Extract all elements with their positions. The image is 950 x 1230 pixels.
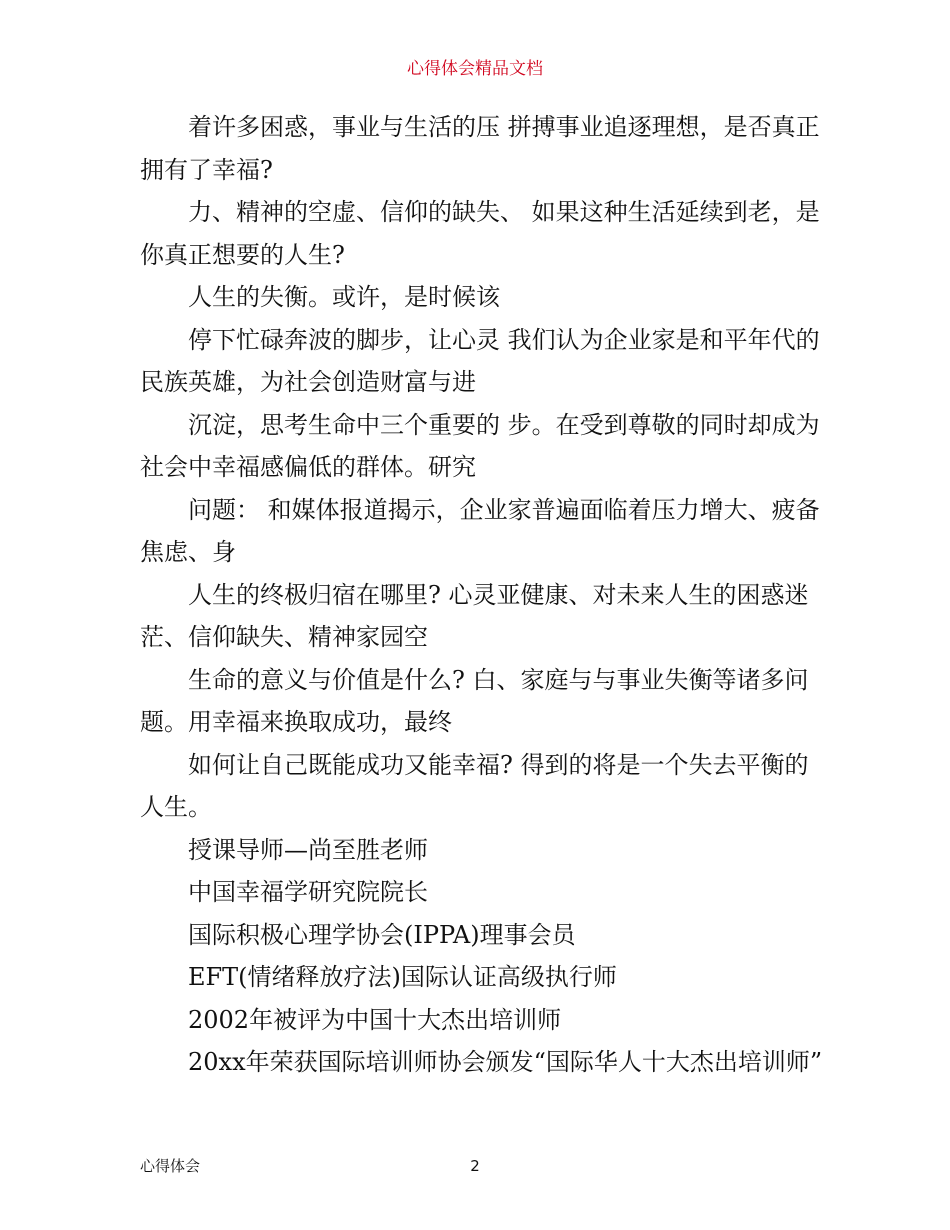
paragraph: 中国幸福学研究院院长: [188, 878, 428, 906]
paragraph: 沉淀，思考生命中三个重要的 步。在受到尊敬的同时却成为社会中幸福感偏低的群体。研究: [140, 410, 820, 481]
footer-label: 心得体会: [140, 1157, 201, 1175]
paragraph: 国际积极心理学协会(IPPA)理事会员: [188, 920, 576, 949]
paragraph: 力、精神的空虚、信仰的缺失、 如果这种生活延续到老，是你真正想要的人生?: [140, 198, 820, 269]
paragraph: 生命的意义与价值是什么? 白、家庭与与事业失衡等诸多问题。用幸福来换取成功，最终: [140, 665, 809, 736]
paragraph: 停下忙碌奔波的脚步，让心灵 我们认为企业家是和平年代的民族英雄，为社会创造财富与进: [140, 325, 820, 396]
paragraph: 授课导师—尚至胜老师: [188, 835, 428, 864]
paragraph: 着许多困惑，事业与生活的压 拼搏事业追逐理想，是否真正拥有了幸福?: [140, 113, 820, 184]
paragraph: EFT(情绪释放疗法)国际认证高级执行师: [188, 963, 617, 991]
document-header-title: 心得体会精品文档: [407, 59, 543, 79]
paragraph: 人生的终极归宿在哪里? 心灵亚健康、对未来人生的困惑迷茫、信仰缺失、精神家园空: [140, 580, 809, 651]
paragraph: 人生的失衡。或许，是时候该: [188, 283, 500, 311]
page-number: 2: [470, 1157, 480, 1175]
paragraph: 2002年被评为中国十大杰出培训师: [188, 1005, 562, 1034]
paragraph: 如何让自己既能成功又能幸福? 得到的将是一个失去平衡的人生。: [140, 750, 809, 821]
document-body: [140, 106, 830, 1084]
paragraph: 20xx年荣获国际培训师协会颁发“国际华人十大杰出培训师”: [188, 1048, 823, 1076]
paragraph: 问题： 和媒体报道揭示，企业家普遍面临着压力增大、疲备焦虑、身: [140, 495, 820, 566]
